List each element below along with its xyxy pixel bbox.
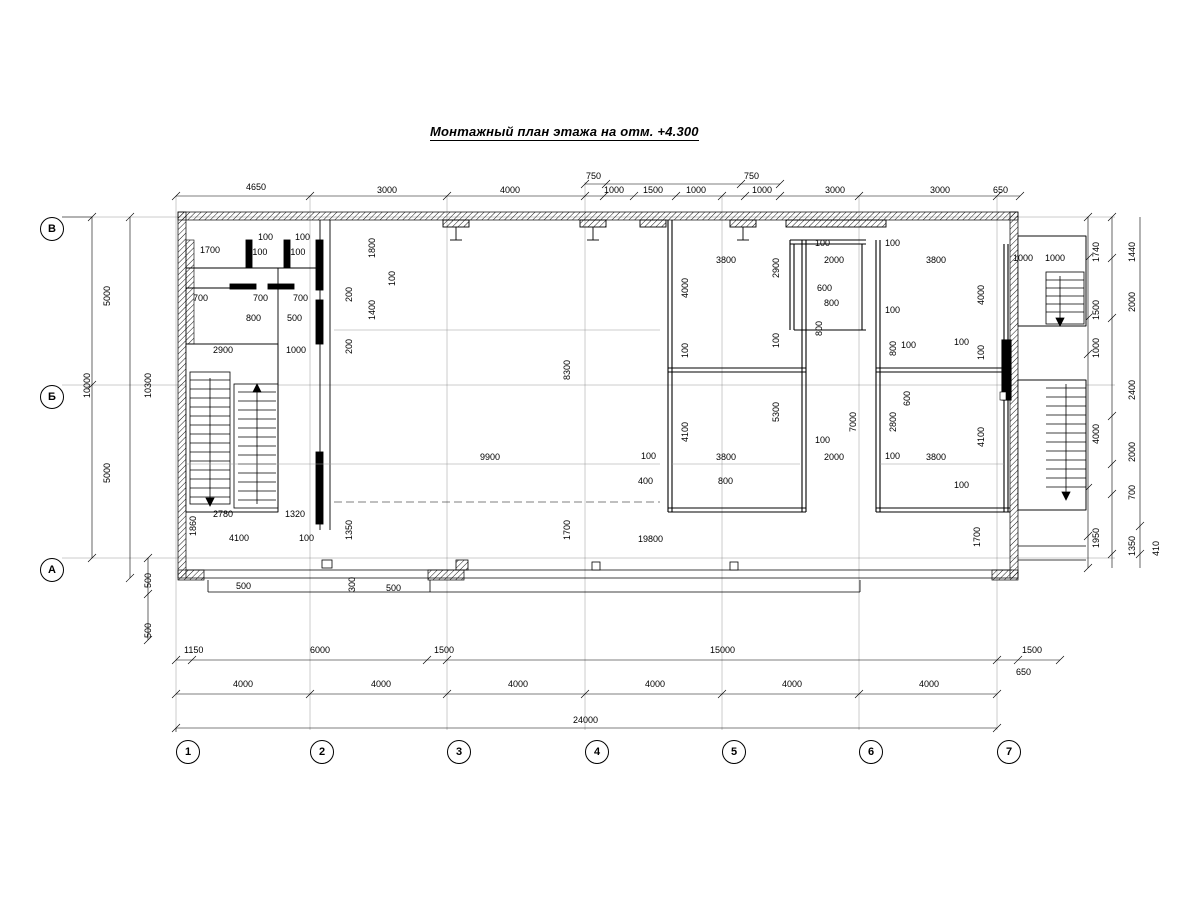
dim-label: 1000 — [1045, 253, 1066, 263]
dim-label: 4000 — [1091, 423, 1101, 444]
dim-label: 10000 — [82, 372, 92, 398]
dim-label: 2780 — [213, 509, 234, 519]
dim-label: 3800 — [716, 255, 737, 265]
dim-label: 2900 — [213, 345, 234, 355]
axis-marker-v[interactable]: Б — [40, 385, 64, 409]
axis-marker-h[interactable]: 2 — [310, 740, 334, 764]
dim-label: 300 — [347, 576, 357, 592]
dim-label: 1950 — [1091, 527, 1101, 548]
dim-label: 7000 — [848, 411, 858, 432]
dim-label: 1700 — [200, 245, 221, 255]
dim-label: 100 — [954, 337, 970, 347]
dim-label: 5000 — [102, 285, 112, 306]
dim-label: 1700 — [562, 519, 572, 540]
dim-label: 1320 — [285, 509, 306, 519]
dim-label: 200 — [344, 286, 354, 302]
dim-label: 200 — [344, 338, 354, 354]
dim-label: 800 — [814, 320, 824, 336]
dim-label: 800 — [246, 313, 262, 323]
dim-label: 1800 — [367, 237, 377, 258]
dim-label: 100 — [954, 480, 970, 490]
axis-marker-v[interactable]: В — [40, 217, 64, 241]
dim-label: 3800 — [926, 255, 947, 265]
axis-marker-h[interactable]: 6 — [859, 740, 883, 764]
dim-label: 500 — [143, 622, 153, 638]
dim-label: 750 — [586, 171, 602, 181]
dim-label: 4000 — [782, 679, 803, 689]
dim-label: 3000 — [930, 185, 951, 195]
dim-label: 4000 — [645, 679, 666, 689]
dim-label: 2000 — [824, 452, 845, 462]
dim-label: 100 — [901, 340, 917, 350]
dim-label: 1000 — [604, 185, 625, 195]
dim-label: 5000 — [102, 462, 112, 483]
dim-label: 1100 — [248, 247, 268, 257]
dim-label: 1700 — [972, 526, 982, 547]
dim-label: 2000 — [1127, 291, 1137, 312]
axis-marker-h[interactable]: 3 — [447, 740, 471, 764]
dim-label: 1000 — [752, 185, 773, 195]
axis-marker-h[interactable]: 7 — [997, 740, 1021, 764]
dim-label: 100 — [387, 270, 397, 286]
dim-label: 1400 — [367, 299, 377, 320]
dim-label: 1000 — [286, 345, 307, 355]
dim-label: 100 — [771, 332, 781, 348]
dim-label: 1000 — [1091, 337, 1101, 358]
dim-label: 1740 — [1091, 241, 1101, 262]
dim-label: 4000 — [976, 284, 986, 305]
dim-label: 700 — [1127, 484, 1137, 500]
page-title: Монтажный план этажа на отм. +4.300 — [430, 124, 699, 139]
dim-label: 500 — [143, 572, 153, 588]
dim-label: 6000 — [310, 645, 331, 655]
dim-label: 100 — [299, 533, 315, 543]
dim-label: 100 — [641, 451, 657, 461]
dim-label: 2900 — [771, 257, 781, 278]
dim-label: 500 — [386, 583, 402, 593]
dim-label: 800 — [888, 340, 898, 356]
dim-label: 1000 — [1013, 253, 1034, 263]
dim-label: 100 — [885, 305, 901, 315]
dim-label: 100 — [258, 232, 274, 242]
dim-label: 400 — [638, 476, 654, 486]
dim-label: 750 — [744, 171, 760, 181]
dim-label: 4100 — [680, 421, 690, 442]
axis-marker-h[interactable]: 5 — [722, 740, 746, 764]
dim-label: 4000 — [500, 185, 521, 195]
dim-label: 8300 — [562, 359, 572, 380]
dim-label: 1150 — [184, 645, 204, 655]
dim-label: 650 — [993, 185, 1009, 195]
dim-label: 600 — [817, 283, 833, 293]
dim-label: 410 — [1151, 540, 1161, 556]
dim-label: 800 — [824, 298, 840, 308]
dim-label: 4000 — [680, 277, 690, 298]
dim-label: 15000 — [710, 645, 736, 655]
dim-label: 3000 — [825, 185, 846, 195]
dim-label: 5300 — [771, 401, 781, 422]
dim-label: 1440 — [1127, 241, 1137, 262]
dim-label: 2400 — [1127, 379, 1137, 400]
dim-label: 1860 — [188, 515, 198, 536]
dim-label: 1500 — [434, 645, 455, 655]
dim-label: 700 — [193, 293, 209, 303]
dim-label: 100 — [815, 435, 831, 445]
dim-label: 1350 — [1127, 535, 1137, 556]
dim-label: 4650 — [246, 182, 267, 192]
dim-label: 1500 — [1022, 645, 1043, 655]
dim-label: 4000 — [233, 679, 254, 689]
dim-label: 100 — [815, 238, 831, 248]
dim-label: 4000 — [919, 679, 940, 689]
dim-label: 2000 — [1127, 441, 1137, 462]
dim-label: 2800 — [888, 411, 898, 432]
dim-label: 650 — [1016, 667, 1032, 677]
dim-label: 19800 — [638, 534, 664, 544]
dim-label: 1500 — [1091, 299, 1101, 320]
dim-label: 1500 — [643, 185, 664, 195]
dim-label: 1100 — [286, 247, 306, 257]
dim-label: 4000 — [508, 679, 529, 689]
dim-label: 100 — [295, 232, 311, 242]
dim-label: 600 — [902, 390, 912, 406]
dim-label: 700 — [293, 293, 309, 303]
dim-label: 4100 — [976, 426, 986, 447]
dim-label: 4100 — [229, 533, 250, 543]
dim-label: 9900 — [480, 452, 501, 462]
dim-label: 100 — [885, 451, 901, 461]
dim-label: 2000 — [824, 255, 845, 265]
dim-label: 3000 — [377, 185, 398, 195]
dim-label: 100 — [680, 342, 690, 358]
dim-label: 4000 — [371, 679, 392, 689]
dim-label: 500 — [287, 313, 303, 323]
dim-label: 1350 — [344, 519, 354, 540]
dim-label: 500 — [236, 581, 252, 591]
dim-label: 100 — [976, 344, 986, 360]
axis-marker-h[interactable]: 4 — [585, 740, 609, 764]
dim-label: 3800 — [926, 452, 947, 462]
dim-label: 3800 — [716, 452, 737, 462]
axis-marker-h[interactable]: 1 — [176, 740, 200, 764]
dim-label: 1000 — [686, 185, 707, 195]
dim-label: 10300 — [143, 372, 153, 398]
dim-label: 100 — [885, 238, 901, 248]
dim-label: 800 — [718, 476, 734, 486]
axis-marker-v[interactable]: А — [40, 558, 64, 582]
dim-label: 700 — [253, 293, 269, 303]
dim-label-overall: 24000 — [573, 715, 599, 725]
